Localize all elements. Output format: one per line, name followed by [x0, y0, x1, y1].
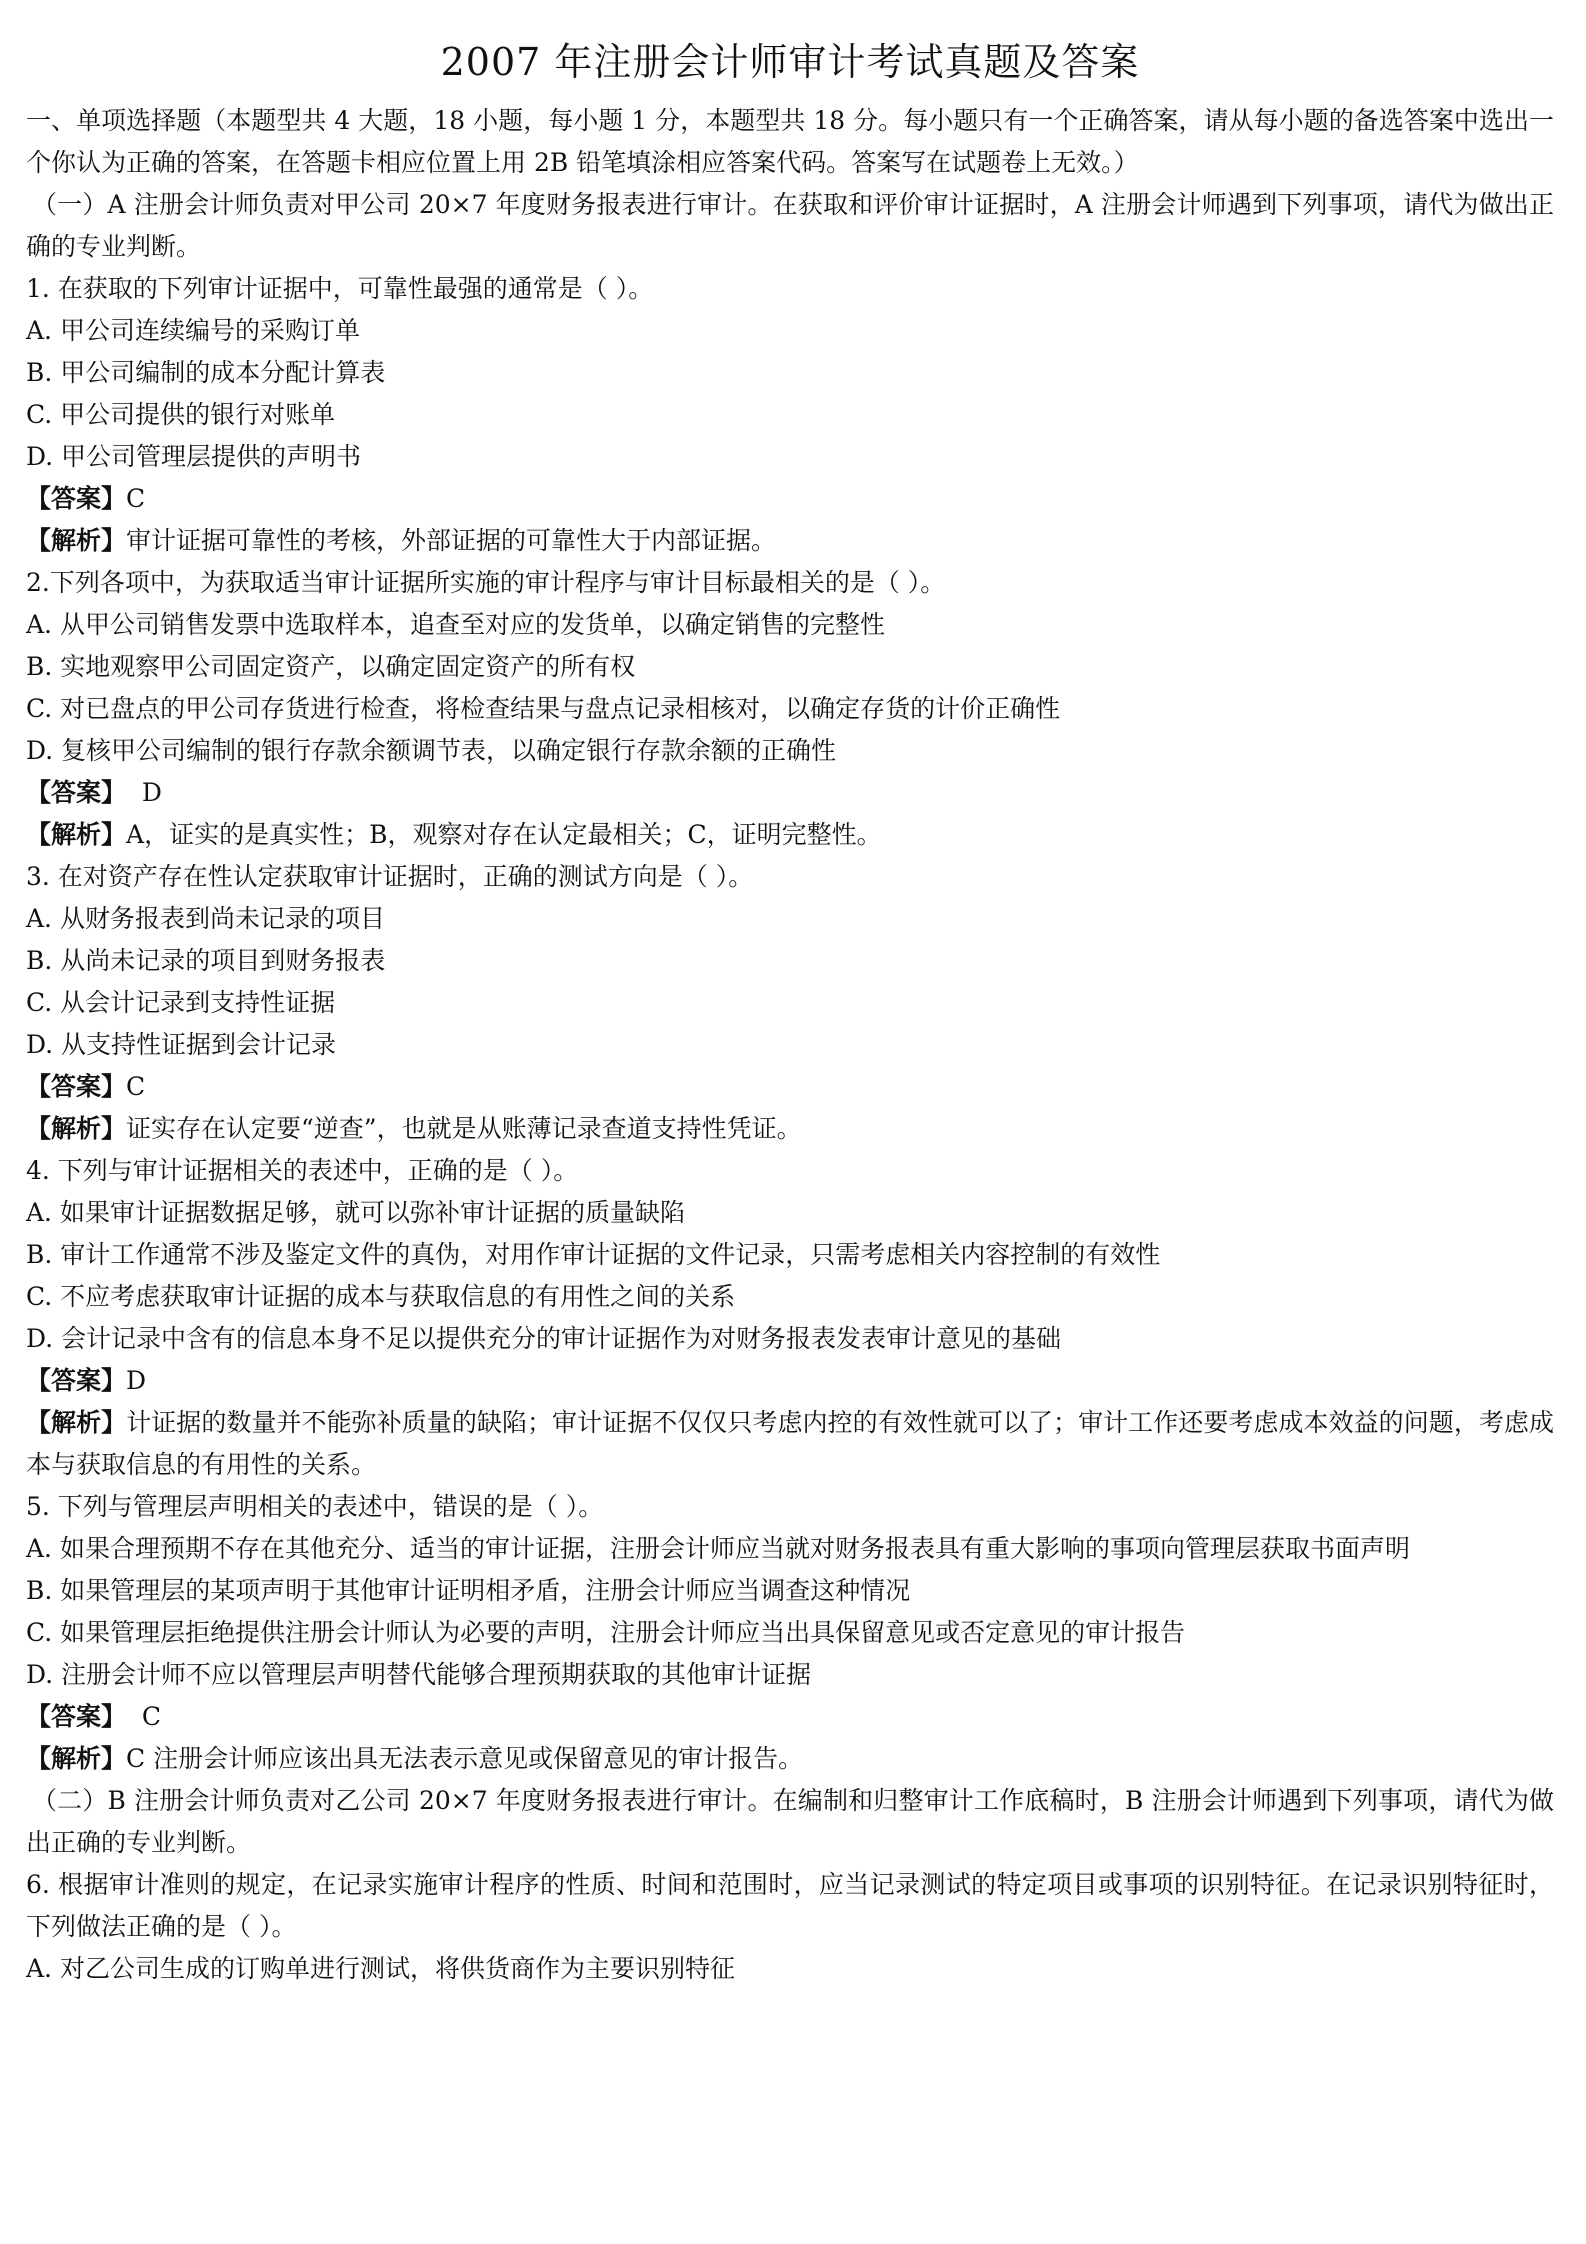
- answer-label: 【答案】: [26, 1702, 127, 1731]
- option-d: D. 甲公司管理层提供的声明书: [26, 442, 362, 471]
- answer-label: 【答案】: [26, 778, 127, 807]
- section-2-intro: （二）B 注册会计师负责对乙公司 20×7 年度财务报表进行审计。在编制和归整审计工作底稿时，B 注册会计师遇到下列事项，请代为做出正确的专业判断。: [26, 1786, 1554, 1857]
- question-stem: 5. 下列与管理层声明相关的表述中，错误的是（ ）。: [26, 1492, 604, 1521]
- option-b: B. 如果管理层的某项声明于其他审计证明相矛盾，注册会计师应当调查这种情况: [26, 1576, 911, 1605]
- question-4: [26, 1150, 1554, 1486]
- analysis-text: 计证据的数量并不能弥补质量的缺陷；审计证据不仅仅只考虑内控的有效性就可以了；审计工作还要考虑成本效益的问题，考虑成本与获取信息的有用性的关系。: [26, 1408, 1554, 1479]
- document-title: 2007 年注册会计师审计考试真题及答案: [440, 40, 1140, 84]
- option-d: D. 复核甲公司编制的银行存款余额调节表，以确定银行存款余额的正确性: [26, 736, 837, 765]
- answer-value: D: [126, 778, 162, 807]
- analysis-line: [26, 814, 1554, 856]
- answer-value: D: [126, 1366, 147, 1395]
- analysis-text: A，证实的是真实性；B，观察对存在认定最相关；C，证明完整性。: [126, 820, 882, 849]
- question-5: [26, 1486, 1554, 1780]
- answer-line: [26, 1696, 1554, 1738]
- analysis-text: 审计证据可靠性的考核，外部证据的可靠性大于内部证据。: [126, 526, 777, 555]
- answer-line: [26, 772, 1554, 814]
- option-c: C. 如果管理层拒绝提供注册会计师认为必要的声明，注册会计师应当出具保留意见或否定意见的审计报告: [26, 1618, 1186, 1647]
- option-c: C. 对已盘点的甲公司存货进行检查，将检查结果与盘点记录相核对，以确定存货的计价正确性: [26, 694, 1061, 723]
- analysis-line: [26, 520, 1554, 562]
- answer-value: C: [126, 1072, 146, 1101]
- analysis-line: [26, 1738, 1554, 1780]
- answer-line: [26, 478, 1554, 520]
- answer-value: C: [126, 1702, 162, 1731]
- answer-line: [26, 1066, 1554, 1108]
- question-1: [26, 268, 1554, 562]
- option-a: A. 从财务报表到尚未记录的项目: [26, 904, 385, 933]
- answer-label: 【答案】: [26, 484, 127, 513]
- option-a: A. 对乙公司生成的订购单进行测试，将供货商作为主要识别特征: [26, 1954, 735, 1983]
- question-stem: 3. 在对资产存在性认定获取审计证据时，正确的测试方向是（ ）。: [26, 862, 754, 891]
- analysis-label: 【解析】: [26, 1114, 127, 1143]
- answer-label: 【答案】: [26, 1072, 127, 1101]
- answer-label: 【答案】: [26, 1366, 127, 1395]
- analysis-label: 【解析】: [26, 820, 127, 849]
- option-a: A. 如果审计证据数据足够，就可以弥补审计证据的质量缺陷: [26, 1198, 685, 1227]
- option-c: C. 从会计记录到支持性证据: [26, 988, 336, 1017]
- question-stem: 4. 下列与审计证据相关的表述中，正确的是（ ）。: [26, 1156, 579, 1185]
- section-1-intro: （一）A 注册会计师负责对甲公司 20×7 年度财务报表进行审计。在获取和评价审计证据时，A 注册会计师遇到下列事项，请代为做出正确的专业判断。: [26, 190, 1554, 261]
- analysis-label: 【解析】: [26, 1408, 127, 1437]
- option-b: B. 从尚未记录的项目到财务报表: [26, 946, 386, 975]
- option-c: C. 甲公司提供的银行对账单: [26, 400, 336, 429]
- option-a: A. 甲公司连续编号的采购订单: [26, 316, 360, 345]
- question-2: [26, 562, 1554, 856]
- option-c: C. 不应考虑获取审计证据的成本与获取信息的有用性之间的关系: [26, 1282, 736, 1311]
- option-d: D. 注册会计师不应以管理层声明替代能够合理预期获取的其他审计证据: [26, 1660, 812, 1689]
- analysis-text: 证实存在认定要“逆查”，也就是从账薄记录查道支持性凭证。: [126, 1114, 802, 1143]
- question-stem: 6. 根据审计准则的规定，在记录实施审计程序的性质、时间和范围时，应当记录测试的特定项目或事项的识别特征。在记录识别特征时，下列做法正确的是（ ）。: [26, 1870, 1554, 1941]
- option-d: D. 会计记录中含有的信息本身不足以提供充分的审计证据作为对财务报表发表审计意见的基础: [26, 1324, 1062, 1353]
- analysis-text: C 注册会计师应该出具无法表示意见或保留意见的审计报告。: [126, 1744, 804, 1773]
- section-intro: 一、单项选择题（本题型共 4 大题，18 小题，每小题 1 分，本题型共 18 分。每小题只有一个正确答案，请从每小题的备选答案中选出一个你认为正确的答案，在答题卡相应位置上用 2B 铅笔填涂相应答案代码。答案写在试题卷上无效。）: [26, 106, 1554, 177]
- question-3: [26, 856, 1554, 1150]
- answer-line: [26, 1360, 1554, 1402]
- option-a: A. 如果合理预期不存在其他充分、适当的审计证据，注册会计师应当就对财务报表具有重大影响的事项向管理层获取书面声明: [26, 1534, 1410, 1563]
- analysis-line: [26, 1108, 1554, 1150]
- analysis-line: [26, 1402, 1554, 1486]
- question-stem: 1. 在获取的下列审计证据中，可靠性最强的通常是（ ）。: [26, 274, 654, 303]
- option-b: B. 审计工作通常不涉及鉴定文件的真伪，对用作审计证据的文件记录，只需考虑相关内容控制的有效性: [26, 1240, 1161, 1269]
- analysis-label: 【解析】: [26, 526, 127, 555]
- question-stem: 2.下列各项中，为获取适当审计证据所实施的审计程序与审计目标最相关的是（ ）。: [26, 568, 946, 597]
- option-a: A. 从甲公司销售发票中选取样本，追查至对应的发货单，以确定销售的完整性: [26, 610, 885, 639]
- answer-value: C: [126, 484, 146, 513]
- question-6: [26, 1864, 1554, 1990]
- option-b: B. 甲公司编制的成本分配计算表: [26, 358, 386, 387]
- analysis-label: 【解析】: [26, 1744, 127, 1773]
- option-b: B. 实地观察甲公司固定资产，以确定固定资产的所有权: [26, 652, 636, 681]
- option-d: D. 从支持性证据到会计记录: [26, 1030, 337, 1059]
